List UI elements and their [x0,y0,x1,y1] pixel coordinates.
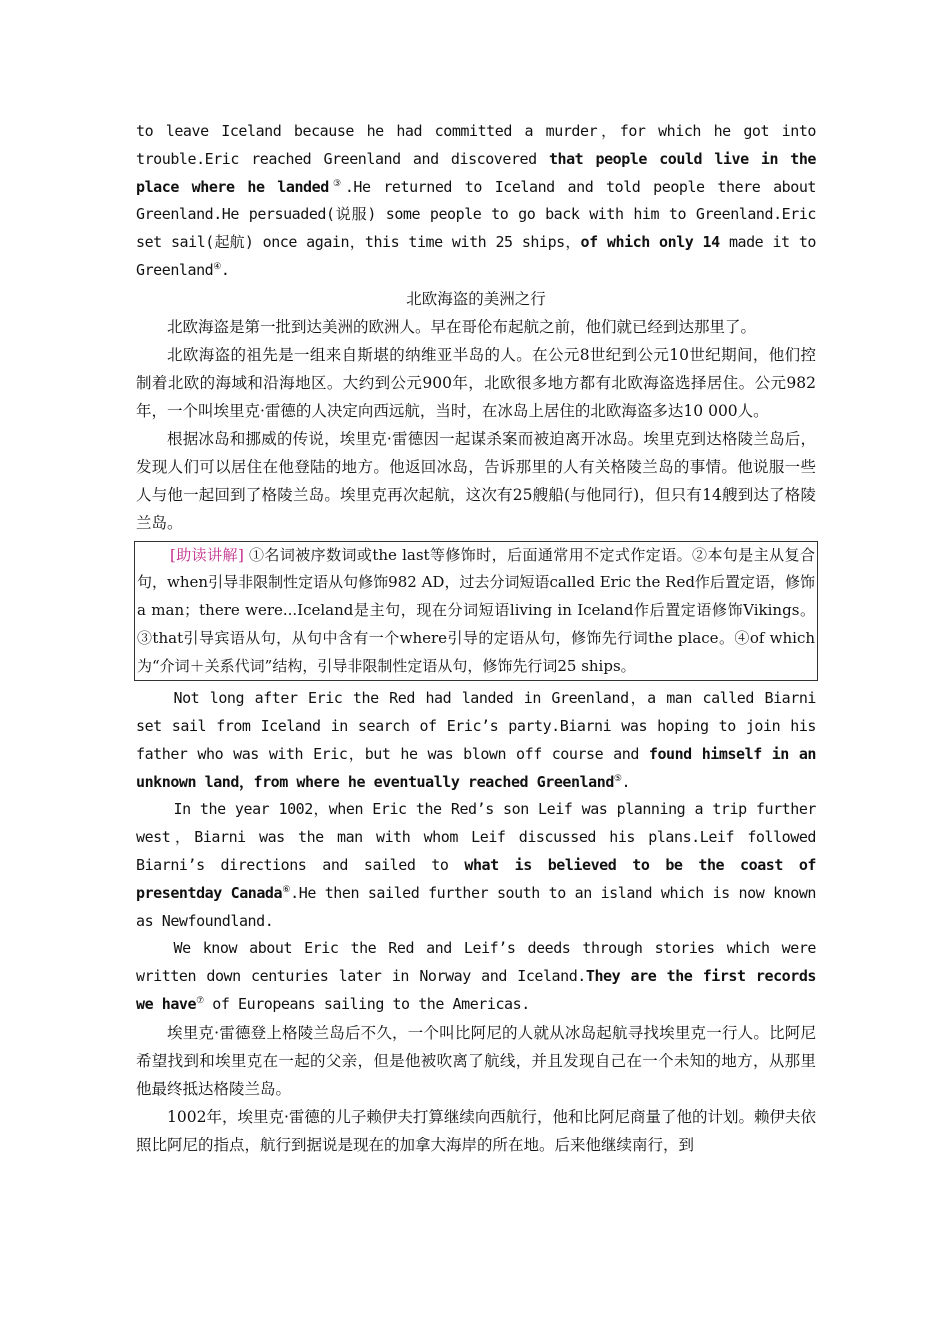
footnote-marker: ⑤ [613,773,622,784]
bold-phrase: They are the first records we have [136,967,816,1014]
document-page [136,118,816,1159]
text-run: to leave Iceland because he had committed a murder，for which he got into trouble.Eric reached Greenland and discovered [136,122,816,168]
text-run: .He returned to Iceland and told people there about Greenland.He persuaded(说服) some people to go back with him to Greenland.Eric set sail(起航) once again，this time with 25 ships， [136,177,816,252]
chinese-paragraph: 北欧海盗的祖先是一组来自斯堪的纳维亚半岛的人。在公元8世纪到公元10世纪期间，他们控制着北欧的海域和沿海地区。大约到公元900年，北欧很多地方都有北欧海盗选择居住。公元982年，一个叫埃里克·雷德的人决定向西远航，当时，在冰岛上居住的北欧海盗多达10 000人。 [136,345,816,420]
text-run: In the year 1002，when Eric the Red’s son Leif was planning a trip further west，Biarni was the man with whom Leif discussed his plans.Leif followed Biarni’s directions and sailed to [136,800,816,875]
english-paragraph-2 [136,685,816,796]
english-paragraph-3 [136,796,816,935]
bold-phrase: of which only 14 [580,233,720,252]
reading-notes-box [134,541,818,682]
section-title: 北欧海盗的美洲之行 [406,289,546,308]
text-run: of Europeans sailing to the Americas. [203,995,530,1014]
footnote-marker: ⑥ [282,884,291,895]
english-paragraph-1 [136,118,816,285]
chinese-paragraph: 北欧海盗是第一批到达美洲的欧洲人。早在哥伦布起航之前，他们就已经到达那里了。 [167,317,757,336]
footnote-marker: ⑦ [196,996,204,1007]
text-run: made it to Greenland [136,233,817,279]
bold-phrase: found himself in an unknown land，from where he eventually reached Greenland [136,744,816,791]
text-run: We know about Eric the Red and Leif’s deeds through stories which were written down centuries later in Norway and Iceland. [136,939,816,986]
text-run: . [220,260,230,279]
chinese-paragraph: 根据冰岛和挪威的传说，埃里克·雷德因一起谋杀案而被迫离开冰岛。埃里克到达格陵兰岛后，发现人们可以居住在他登陆的地方。他返回冰岛，告诉那里的人有关格陵兰岛的事情。他说服一些人与他一起回到了格陵兰岛。埃里克再次起航，这次有25艘船(与他同行)，但只有14艘到达了格陵兰岛。 [136,429,816,532]
chinese-paragraph: 1002年，埃里克·雷德的儿子赖伊夫打算继续向西航行，他和比阿尼商量了他的计划。赖伊夫依照比阿尼的指点，航行到据说是现在的加拿大海岸的所在地。后来他继续南行，到 [136,1107,816,1154]
bold-phrase: what is believed to be the coast of presentday Canada [136,856,817,902]
text-run: .He then sailed further south to an island which is now known as Newfoundland. [136,883,816,930]
bold-phrase: that people could live in the place where he landed [136,149,816,196]
notes-tag: [助读讲解] [170,545,244,564]
notes-text: ①名词被序数词或the last等修饰时，后面通常用不定式作定语。②本句是主从复合句，when引导非限制性定语从句修饰982 AD，过去分词短语called Eric the Red作后置定语，修饰a man；there were...Iceland是主句，现在分词短语living in Iceland作后置定语修饰Vikings。③that引导宾语从句，从句中含有一个where引导的定语从句，修饰先行词the place。④of which为“介词＋关系代词”结构，引导非限制性定语从句，修饰先行词25 ships。 [137,545,815,675]
english-paragraph-4 [136,935,816,1018]
chinese-paragraph: 埃里克·雷德登上格陵兰岛后不久，一个叫比阿尼的人就从冰岛起航寻找埃里克一行人。比阿尼希望找到和埃里克在一起的父亲，但是他被吹离了航线，并且发现自己在一个未知的地方，从那里他最终抵达格陵兰岛。 [136,1023,816,1098]
footnote-marker: ③ [328,178,345,189]
footnote-marker: ④ [213,261,221,272]
text-run: Not long after Eric the Red had landed in Greenland，a man called Biarni set sail from Iceland in search of Eric’s party.Biarni was hoping to join his father who was with Eric，but he was blown off course and [136,689,816,763]
text-run: . [621,772,631,791]
